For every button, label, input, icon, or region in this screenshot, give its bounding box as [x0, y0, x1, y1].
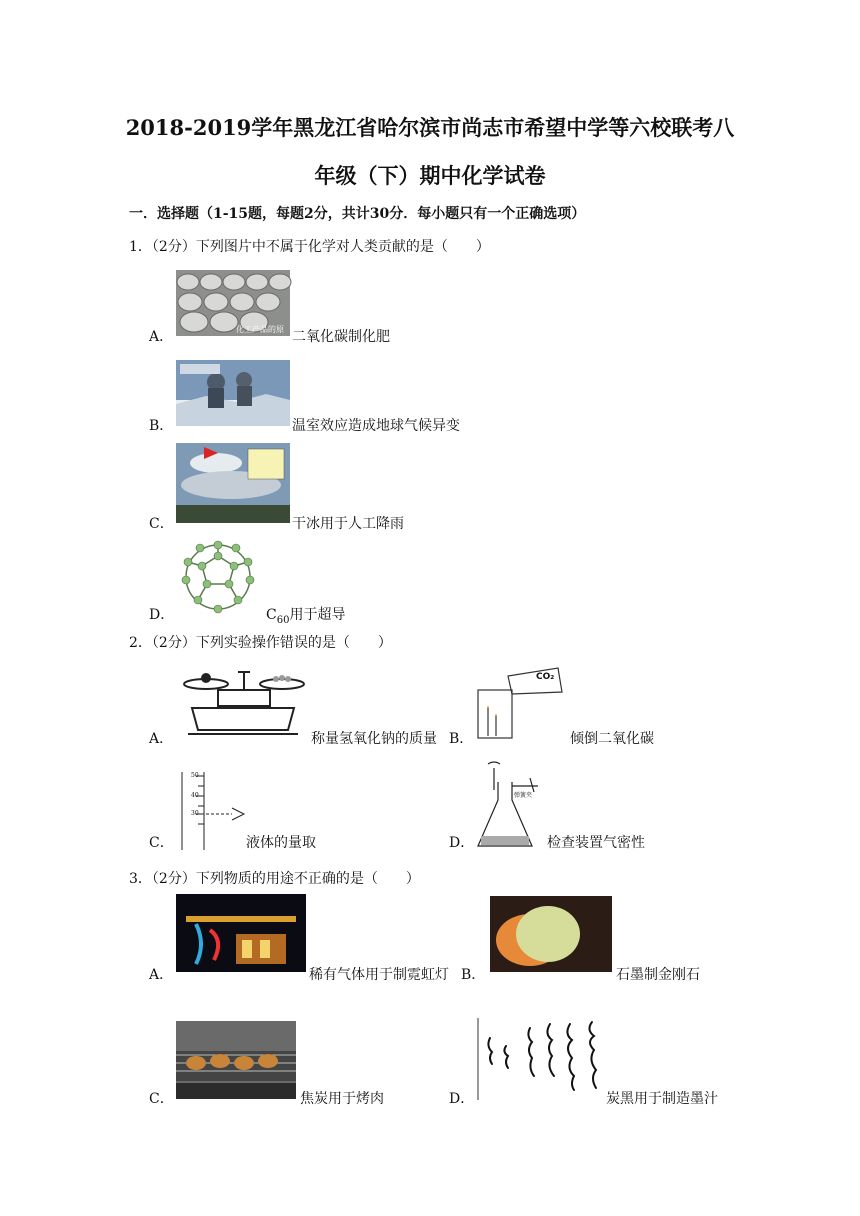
q1-option-a-text: 二氧化碳制化肥 — [292, 329, 390, 345]
q3-option-a-letter: A． — [149, 967, 174, 983]
q1-option-d-fullerene-image[interactable] — [176, 538, 260, 616]
question-2-stem: 2．（2分）下列实验操作错误的是（ ） — [129, 635, 392, 651]
q3-option-a-text: 稀有气体用于制霓虹灯 — [309, 967, 449, 983]
q2-option-c-tick-30: 30 — [191, 810, 199, 817]
q1-option-a-letter: A． — [149, 329, 174, 345]
q1-option-b-image[interactable] — [176, 360, 290, 426]
q2-option-d-letter: D． — [449, 835, 475, 851]
q1-option-b-letter: B． — [149, 418, 174, 434]
q2-option-d-flask-image[interactable] — [472, 760, 546, 852]
q3-option-a-neon-image[interactable] — [176, 894, 306, 972]
q3-option-d-text: 炭黑用于制造墨汁 — [606, 1091, 718, 1107]
q1-option-c-letter: C． — [149, 516, 174, 532]
document-title-line1: 2018-2019学年黑龙江省哈尔滨市尚志市希望中学等六校联考八 — [125, 115, 735, 140]
q3-option-c-letter: C． — [149, 1091, 174, 1107]
q2-option-b-text: 倾倒二氧化碳 — [570, 731, 654, 747]
q1-option-d-letter: D． — [149, 607, 175, 623]
q1-option-a-image[interactable] — [176, 270, 290, 345]
question-1-stem: 1．（2分）下列图片中不属于化学对人类贡献的是（ ） — [129, 239, 490, 255]
q1-option-b-text: 温室效应造成地球气候异变 — [292, 418, 460, 434]
q3-option-c-text: 焦炭用于烤肉 — [300, 1091, 384, 1107]
q3-option-b-graphite-image[interactable] — [490, 896, 612, 972]
q3-option-b-text: 石墨制金刚石 — [616, 967, 700, 983]
q2-option-a-balance-image[interactable] — [178, 668, 308, 740]
q2-option-c-tick-40: 40 — [191, 792, 199, 799]
q3-option-c-grill-image[interactable] — [176, 1021, 296, 1099]
q2-option-c-cylinder-image[interactable] — [176, 770, 248, 852]
q2-option-a-text: 称量氢氧化钠的质量 — [311, 731, 437, 747]
q1-option-d-text: $C_{60}$用于超导 — [266, 607, 346, 626]
q1-option-c-text: 干冰用于人工降雨 — [292, 516, 404, 532]
q2-option-b-letter: B． — [449, 731, 474, 747]
section-header: 一．选择题（1-15题，每题2分，共计30分．每小题只有一个正确选项） — [129, 206, 586, 222]
q1-option-c-image[interactable] — [176, 443, 290, 523]
q2-option-d-clip-label: 弹簧夹 — [514, 792, 533, 799]
q2-option-a-letter: A． — [149, 731, 174, 747]
document-title-line2: 年级（下）期中化学试卷 — [314, 163, 546, 188]
q3-option-d-calligraphy-image[interactable] — [476, 1016, 604, 1102]
q2-option-b-pouring-image[interactable] — [470, 664, 566, 740]
q3-option-b-letter: B． — [461, 967, 486, 983]
q3-option-d-letter: D． — [449, 1091, 475, 1107]
q2-option-c-letter: C． — [149, 835, 174, 851]
q1-option-a-image-caption: 化工产品的原料 — [236, 325, 284, 345]
q2-option-c-text: 液体的量取 — [246, 835, 316, 851]
question-3-stem: 3．（2分）下列物质的用途不正确的是（ ） — [129, 871, 420, 887]
q2-option-d-text: 检查装置气密性 — [547, 835, 645, 851]
q2-option-c-tick-50: 50 — [191, 772, 199, 779]
q2-option-b-bottle-label: CO₂ — [536, 672, 555, 682]
